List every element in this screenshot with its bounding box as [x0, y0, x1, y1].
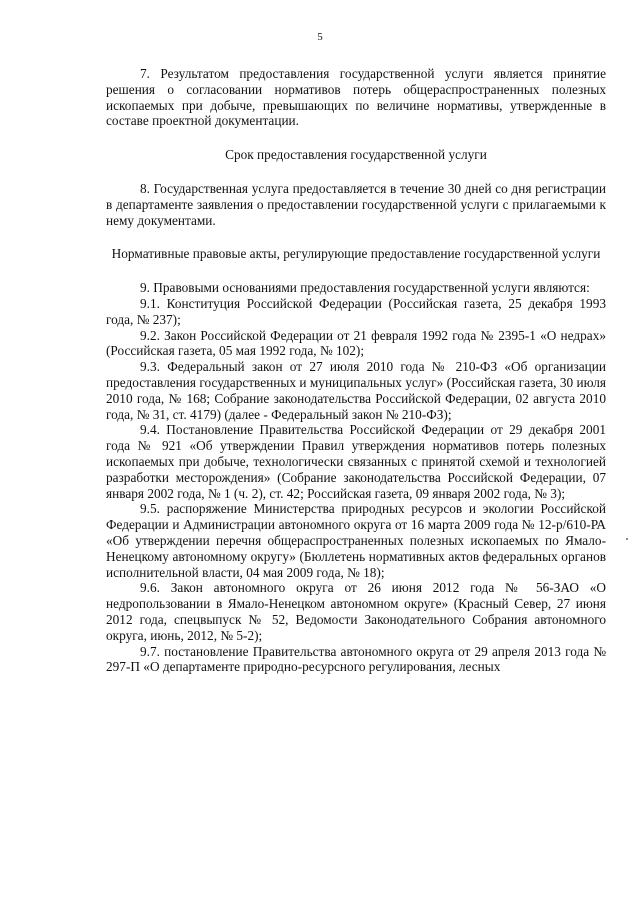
list-item-9-2: 9.2. Закон Российской Федерации от 21 февраля 1992 года № 2395-1 «О недрах» (Российская газета, 05 мая 1992 года, № 102);	[106, 327, 606, 359]
spacer	[106, 163, 606, 181]
spacer	[106, 228, 606, 246]
paragraph-8: 8. Государственная услуга предоставляется в течение 30 дней со дня регистрации в департаменте заявления о предоставлении государственной услуги с прилагаемыми к нему документами.	[106, 180, 606, 228]
section-heading-term: Срок предоставления государственной услуги	[225, 147, 487, 163]
list-item-9-1: 9.1. Конституция Российской Федерации (Российская газета, 25 декабря 1993 года, № 237);	[106, 295, 606, 327]
spacer	[106, 262, 606, 280]
list-item-9-7: 9.7. постановление Правительства автономного округа от 29 апреля 2013 года № 297-П «О департаменте природно-ресурсного регулирования, лесных	[106, 643, 606, 675]
page-number: 5	[317, 31, 323, 43]
spacer	[106, 129, 606, 147]
section-heading-legal-acts: Нормативные правовые акты, регулирующие предоставление государственной услуги	[111, 246, 601, 262]
paragraph-9-intro: 9. Правовыми основаниями предоставления государственной услуги являются:	[140, 280, 590, 296]
scan-speck	[626, 538, 628, 540]
list-item-9-3: 9.3. Федеральный закон от 27 июля 2010 года № 210-ФЗ «Об организации предоставления государственных и муниципальных услуг» (Российская газета, 30 июля 2010 года, № 168; Собрание законодательства Российской Федерации, 02 августа 2010 года, № 31, ст. 4179) (далее - Федеральный закон № 210-ФЗ);	[106, 359, 606, 422]
list-item-9-4: 9.4. Постановление Правительства Российской Федерации от 29 декабря 2001 года № 921 «Об утверждении Правил утверждения нормативов потерь полезных ископаемых при добыче, технологически связанных с принятой схемой и технологией разработки месторождения» (Собрание законодательства Российской Федерации, 07 января 2002 года, № 1 (ч. 2), ст. 42; Российская газета, 09 января 2002 года, № 3);	[106, 422, 606, 501]
paragraph-7: 7. Результатом предоставления государственной услуги является принятие решения о согласовании нормативов потерь общераспространенных полезных ископаемых при добыче, превышающих по величине нормативы, утвержденные в составе проектной документации.	[106, 66, 606, 129]
list-item-9-6: 9.6. Закон автономного округа от 26 июня 2012 года № 56-ЗАО «О недропользовании в Ямало-Ненецком автономном округе» (Красный Север, 27 июня 2012 года, спецвыпуск № 52, Ведомости Законодательного Собрания автономного округа, июнь, 2012, № 5-2);	[106, 580, 606, 643]
list-item-9-5: 9.5. распоряжение Министерства природных ресурсов и экологии Российской Федерации и Администрации автономного округа от 16 марта 2009 года № 12-р/610-РА «Об утверждении перечня общераспространенных полезных ископаемых по Ямало-Ненецкому автономному округу» (Бюллетень нормативных актов федеральных органов исполнительной власти, 04 мая 2009 года, № 18);	[106, 501, 606, 580]
document-body	[106, 66, 606, 675]
